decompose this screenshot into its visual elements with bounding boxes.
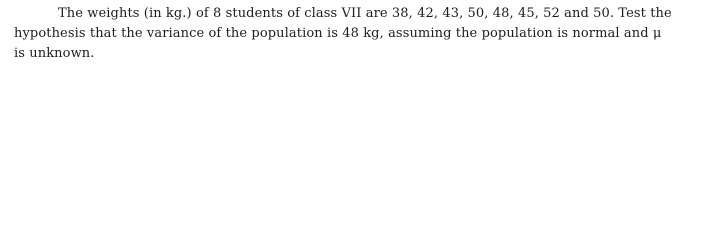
problem-line-2: hypothesis that the variance of the population is 48 kg, assuming the population is normal and μ <box>14 26 662 41</box>
problem-statement <box>14 4 704 64</box>
problem-line-3: is unknown. <box>14 46 95 61</box>
problem-line-1: The weights (in kg.) of 8 students of class VII are 38, 42, 43, 50, 48, 45, 52 and 50. Test the <box>58 6 672 21</box>
